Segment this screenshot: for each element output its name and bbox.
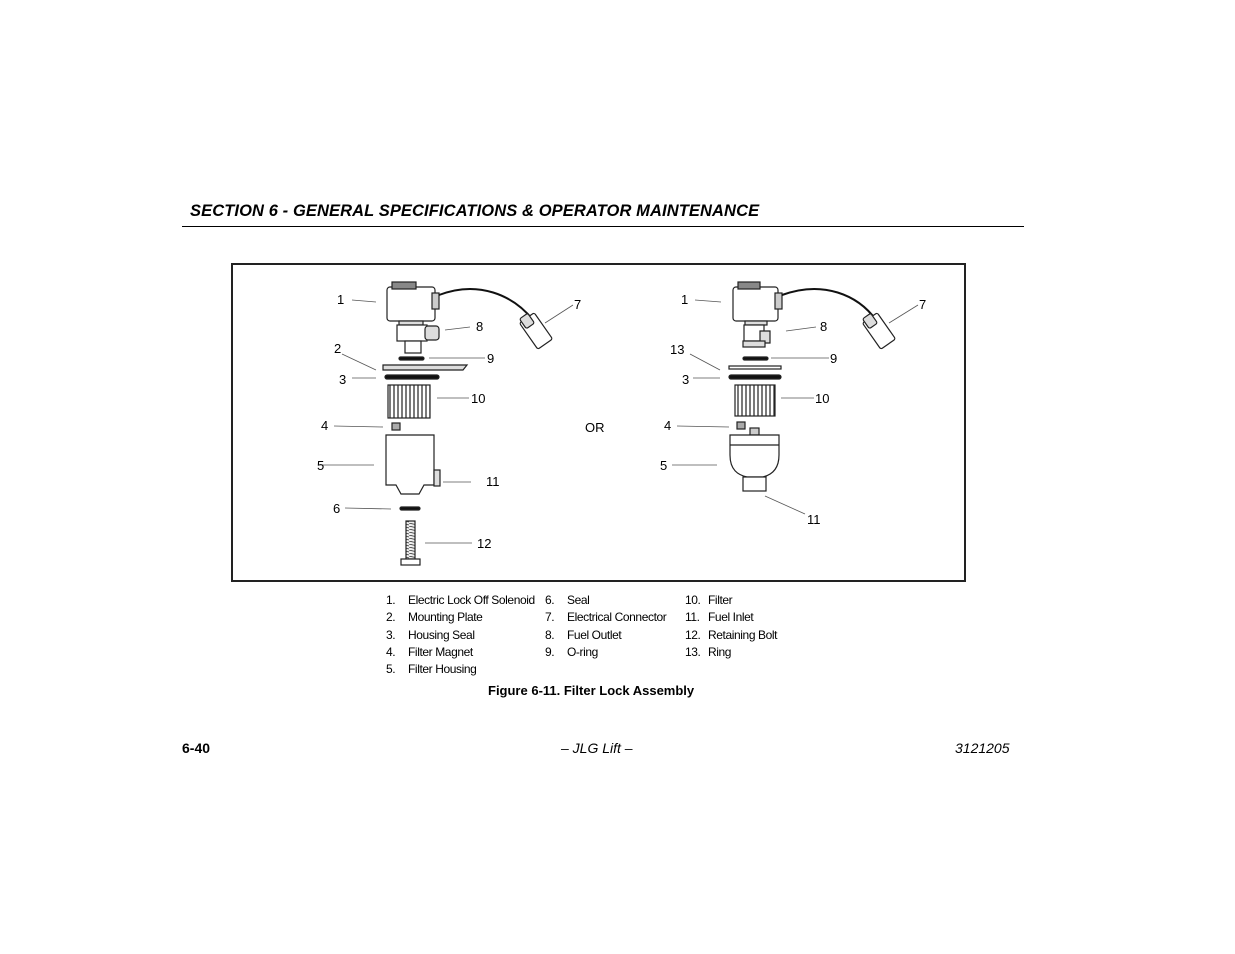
left-callout-5: 5	[317, 458, 325, 473]
right-callout-9: 9	[830, 351, 838, 366]
left-filter	[388, 385, 430, 418]
right-filter-housing	[730, 435, 779, 491]
right-callout-1: 1	[681, 292, 689, 307]
legend-column-2	[545, 592, 666, 661]
right-callout-11: 11	[807, 512, 821, 527]
left-seal	[400, 507, 420, 510]
left-mounting-plate	[383, 365, 467, 370]
legend-column-3	[685, 592, 777, 661]
right-inlet-fitting	[750, 428, 759, 435]
page-number: 6-40	[182, 740, 211, 756]
left-callout-4: 4	[321, 418, 329, 433]
right-assembly	[729, 282, 896, 491]
document-number: 3121205	[955, 740, 1010, 756]
right-callout-4: 4	[664, 418, 672, 433]
right-solenoid	[733, 282, 876, 321]
left-callout-1: 1	[337, 292, 345, 307]
left-housing-seal	[385, 375, 439, 379]
legend-item: 3. Housing Seal	[386, 627, 475, 642]
right-callout-13: 13	[670, 342, 685, 357]
figure-caption: Figure 6-11. Filter Lock Assembly	[488, 683, 695, 698]
section-title: SECTION 6 - GENERAL SPECIFICATIONS & OPERATOR MAINTENANCE	[190, 202, 760, 220]
right-housing-seal	[729, 375, 781, 379]
left-filter-housing	[386, 435, 440, 494]
legend-item: 1. Electric Lock Off Solenoid	[386, 593, 535, 607]
right-filter-magnet	[737, 422, 745, 429]
legend-column-1	[386, 592, 535, 678]
legend-item: 2. Mounting Plate	[386, 610, 483, 625]
or-label: OR	[585, 420, 605, 435]
left-connector	[519, 313, 552, 350]
left-callout-11: 11	[486, 474, 500, 489]
right-callout-8: 8	[820, 319, 828, 334]
legend-item: 13. Ring	[685, 644, 732, 659]
left-callout-8: 8	[476, 319, 484, 334]
left-callout-2: 2	[334, 341, 342, 356]
right-fuel-outlet	[743, 321, 770, 347]
figure-frame	[231, 263, 966, 582]
left-callout-10: 10	[471, 391, 486, 406]
legend-item: 11. Fuel Inlet	[685, 610, 754, 625]
filter-lock-diagram	[233, 265, 964, 580]
left-callout-12: 12	[477, 536, 492, 551]
right-connector	[862, 313, 895, 350]
legend-item: 9. O-ring	[545, 644, 598, 659]
header-rule	[182, 226, 1024, 227]
left-o-ring	[399, 357, 424, 360]
left-assembly	[383, 282, 553, 565]
left-callout-6: 6	[333, 501, 341, 516]
left-callout-3: 3	[339, 372, 347, 387]
left-callout-7: 7	[574, 297, 582, 312]
legend-item: 5. Filter Housing	[386, 662, 477, 677]
legend-item: 6. Seal	[545, 593, 590, 607]
right-callout-3: 3	[682, 372, 690, 387]
legend-item: 12. Retaining Bolt	[685, 627, 778, 642]
left-fuel-outlet	[397, 321, 439, 353]
left-retaining-bolt	[401, 521, 420, 565]
left-solenoid	[387, 282, 533, 321]
right-callout-7: 7	[919, 297, 927, 312]
left-filter-magnet	[392, 423, 400, 430]
footer-publisher: – JLG Lift –	[561, 740, 633, 756]
legend-item: 10. Filter	[685, 593, 733, 607]
right-ring	[729, 366, 781, 369]
legend-item: 7. Electrical Connector	[545, 610, 667, 625]
right-callout-5: 5	[660, 458, 668, 473]
left-callout-9: 9	[487, 351, 495, 366]
legend-item: 4. Filter Magnet	[386, 644, 473, 659]
legend-item: 8. Fuel Outlet	[545, 627, 622, 642]
right-filter	[735, 385, 775, 416]
right-callout-10: 10	[815, 391, 830, 406]
right-o-ring	[743, 357, 768, 360]
